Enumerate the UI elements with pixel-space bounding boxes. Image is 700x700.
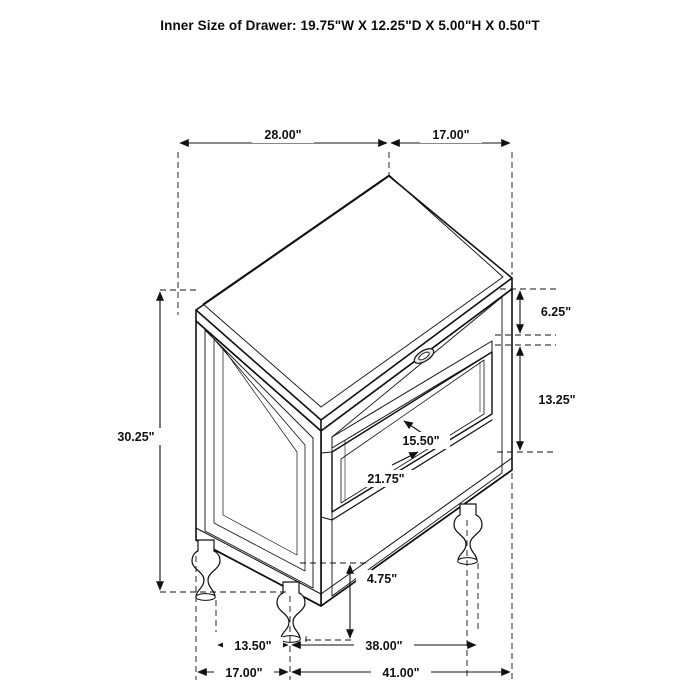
dim-label-top-right: 17.00" xyxy=(432,128,470,142)
dim-label-right-lower: 13.25" xyxy=(538,393,576,407)
dim-label-interior-lower: 21.75" xyxy=(367,472,405,486)
dim-label-bottom-outer-right: 41.00" xyxy=(382,666,420,680)
dim-label-right-upper: 6.25" xyxy=(540,305,572,319)
dim-label-left-height: 30.25" xyxy=(117,430,155,444)
dim-label-interior-upper: 15.50" xyxy=(402,434,440,448)
dim-label-bottom-inner-right: 38.00" xyxy=(365,639,403,653)
leg-right xyxy=(454,504,482,564)
dim-label-leg-height: 4.75" xyxy=(366,572,398,586)
dim-label-bottom-outer-left: 17.00" xyxy=(225,666,263,680)
dim-label-top-left: 28.00" xyxy=(264,128,302,142)
page-title: Inner Size of Drawer: 19.75"W X 12.25"D X 5.00"H X 0.50"T xyxy=(160,18,540,33)
dim-label-bottom-inner-left: 13.50" xyxy=(234,639,272,653)
